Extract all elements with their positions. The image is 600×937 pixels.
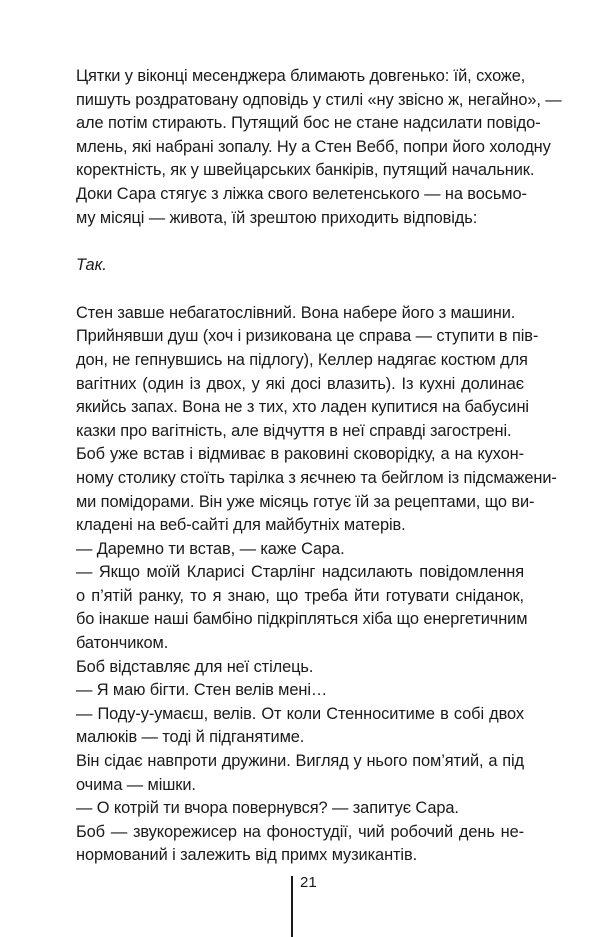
paragraph-6 [76,443,557,537]
text-line: ми помідорами. Він уже місяць готує їй за рецептами, що ви- [76,492,535,511]
page-body [76,65,562,868]
text-line: Боб — звукорежисер на фоностудії, чий робочий день не- [76,822,524,841]
text-line: казки про вагітність, але відчуття в неї справді загострені. [76,421,512,440]
text-line: — Даремно ти встав, — каже Сара. [76,539,345,558]
paragraph-12 [76,750,524,797]
paragraph-7 [76,538,524,562]
paragraph-10 [76,679,524,703]
paragraph-9 [76,656,524,680]
paragraph-4 [76,302,524,326]
text-line: Так. [76,256,107,275]
paragraph-8 [76,561,528,655]
text-line: нормований і залежить від примх музикантів. [76,846,418,865]
text-line: дон, не гепнувшись на підлогу), Келлер надягає костюм для [76,350,528,369]
text-line: малюків — тоді й підганятиме. [76,728,305,747]
text-line: ному столику стоїть тарілка з яєчнею та бейглом із підсмажени- [76,468,557,487]
text-line: Доки Сара стягує з ліжка свого велетенського — на восьмо- [76,184,527,203]
text-line: му місяці — живота, їй зрештою приходить відповідь: [76,208,478,227]
page-number: 21 [300,874,317,891]
text-line: Він сідає навпроти дружини. Вигляд у нього пом’ятий, а під [76,752,524,771]
text-line: млень, які набрані зопалу. Ну а Стен Вебб, попри його холодну [76,137,551,156]
text-line: очима — мішки. [76,775,196,794]
paragraph-14 [76,821,524,868]
text-line: — Я маю бігти. Стен велів мені… [76,681,328,700]
text-line: Прийнявши душ (хоч і ризикована це справа — ступити в пів- [76,327,539,346]
text-line: якийсь запах. Вона не з тих, хто ладен купитися на бабусині [76,398,529,417]
text-line: Боб відставляє для неї стілець. [76,657,314,676]
text-line: пишуть роздратовану одповідь у стилі «ну звісно ж, негайно», — [76,90,562,109]
text-line: коректність, як у швейцарських банкірів, путящий начальник. [76,161,535,180]
text-line: кладені на веб-сайті для майбутніх матерів. [76,516,406,535]
message-reply [76,254,524,278]
paragraph-11 [76,703,524,750]
text-line: о п’ятій ранку, то я знаю, що треба йти готувати сніданок, [76,586,524,605]
text-line: — Якщо моїй Кларисі Старлінг надсилають повідомлення [76,563,524,582]
text-line: Стен завше небагатослівний. Вона набере його з машини. [76,303,516,322]
paragraph-5 [76,325,539,443]
text-line: але потім стирають. Путящий бос не стане надсилати повідо- [76,114,541,133]
paragraph-13 [76,797,524,821]
text-line: вагітних (один із двох, у які досі влазить). Із кухні долинає [76,374,524,393]
paragraph-1 [76,65,562,183]
paragraph-2 [76,183,527,230]
text-line: Цятки у віконці месенджера блимають довгенько: їй, схоже, [76,67,526,85]
footer-divider [291,876,293,937]
text-line: — О котрій ти вчора повернувся? — запитує Сара. [76,799,459,818]
text-line: бо інакше наші бамбіно підкріпляться хіба що енергетичним [76,610,528,629]
text-line: — Поду-у-умаєш, велів. От коли Стенноситиме в собі двох [76,704,524,723]
text-line: батончиком. [76,634,169,653]
text-line: Боб уже встав і відмиває в раковині сковорідку, а на кухон- [76,445,524,464]
